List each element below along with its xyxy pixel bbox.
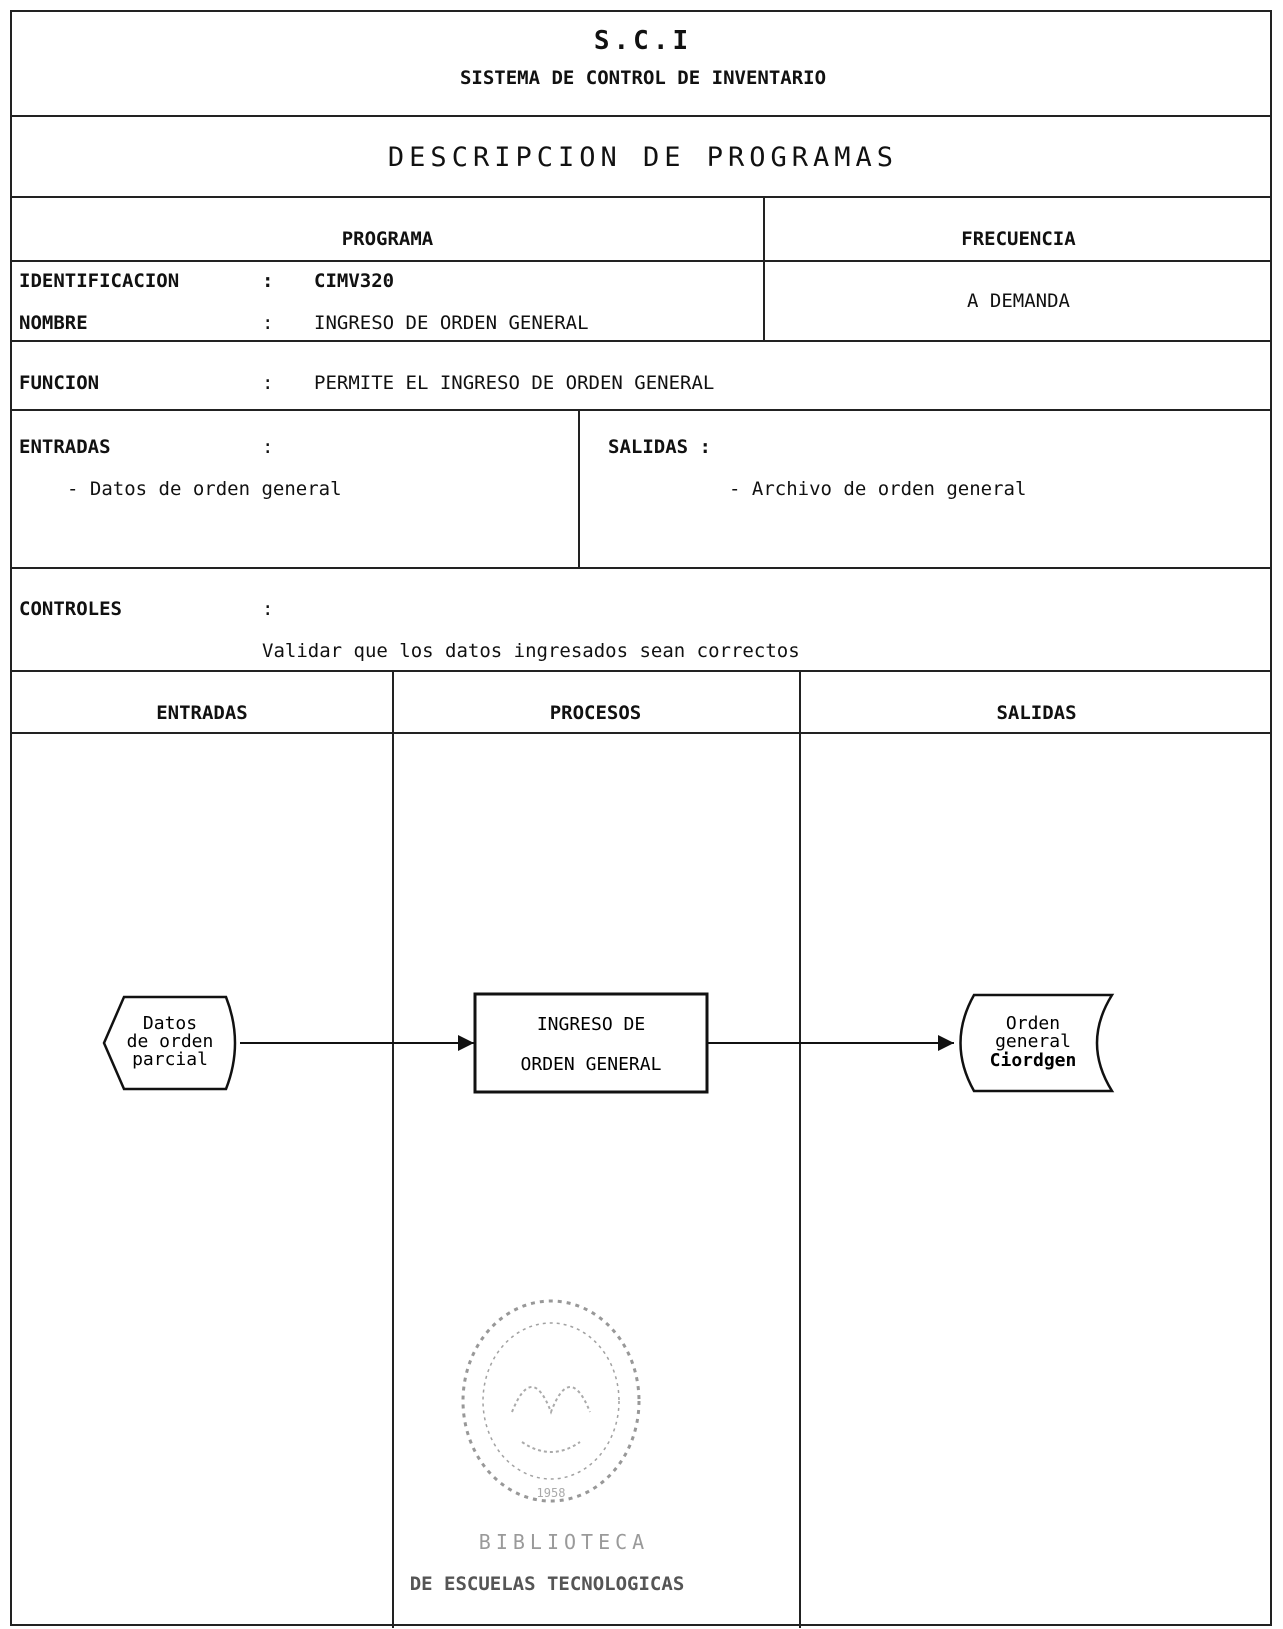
identification-value: CIMV320 bbox=[314, 270, 395, 292]
process-label-line: ORDEN GENERAL bbox=[520, 1054, 662, 1075]
stamp-line: DE ESCUELAS TECNOLOGICAS bbox=[409, 1573, 685, 1595]
identification-label: IDENTIFICACION bbox=[19, 270, 180, 292]
separator: : bbox=[262, 372, 274, 394]
inputs-label: ENTRADAS bbox=[19, 436, 111, 458]
section-title: DESCRIPCION DE PROGRAMAS bbox=[387, 142, 899, 173]
program-description-form bbox=[10, 10, 1272, 1626]
separator: : bbox=[262, 598, 274, 620]
flow-inputs-header: ENTRADAS bbox=[156, 702, 248, 724]
name-value: INGRESO DE ORDEN GENERAL bbox=[314, 312, 589, 334]
frequency-value: A DEMANDA bbox=[967, 290, 1070, 312]
function-value: PERMITE EL INGRESO DE ORDEN GENERAL bbox=[314, 372, 715, 394]
separator: : bbox=[262, 312, 274, 334]
flow-processes-header: PROCESOS bbox=[549, 702, 642, 724]
process-label-line: INGRESO DE bbox=[536, 1014, 646, 1035]
outputs-item: - Archivo de orden general bbox=[729, 478, 1027, 500]
frequency-header: FRECUENCIA bbox=[961, 228, 1076, 250]
inputs-item: - Datos de orden general bbox=[67, 478, 342, 500]
separator: : bbox=[262, 270, 274, 292]
input-label-line: Datos bbox=[142, 1013, 198, 1034]
output-label-line: Orden bbox=[1005, 1013, 1061, 1034]
flow-outputs-header: SALIDAS bbox=[996, 702, 1077, 724]
controls-text: Validar que los datos ingresados sean correctos bbox=[262, 640, 800, 662]
output-label-line: general bbox=[995, 1031, 1071, 1052]
process-box bbox=[475, 994, 707, 1092]
system-name: SISTEMA DE CONTROL DE INVENTARIO bbox=[459, 67, 827, 89]
function-label: FUNCION bbox=[19, 372, 100, 394]
input-label-line: de orden bbox=[126, 1031, 214, 1052]
flow-diagram bbox=[12, 12, 1274, 1628]
stamp-line: BIBLIOTECA bbox=[478, 1530, 650, 1554]
separator: : bbox=[262, 436, 274, 458]
controls-label: CONTROLES bbox=[19, 598, 122, 620]
outputs-label: SALIDAS : bbox=[608, 436, 711, 458]
acronym-title: S.C.I bbox=[593, 26, 693, 56]
program-header: PROGRAMA bbox=[341, 228, 434, 250]
seal-year: 1958 bbox=[536, 1486, 566, 1500]
output-label-line: Ciordgen bbox=[989, 1050, 1077, 1071]
library-seal bbox=[463, 1301, 639, 1501]
input-label-line: parcial bbox=[132, 1049, 208, 1070]
name-label: NOMBRE bbox=[19, 312, 88, 334]
